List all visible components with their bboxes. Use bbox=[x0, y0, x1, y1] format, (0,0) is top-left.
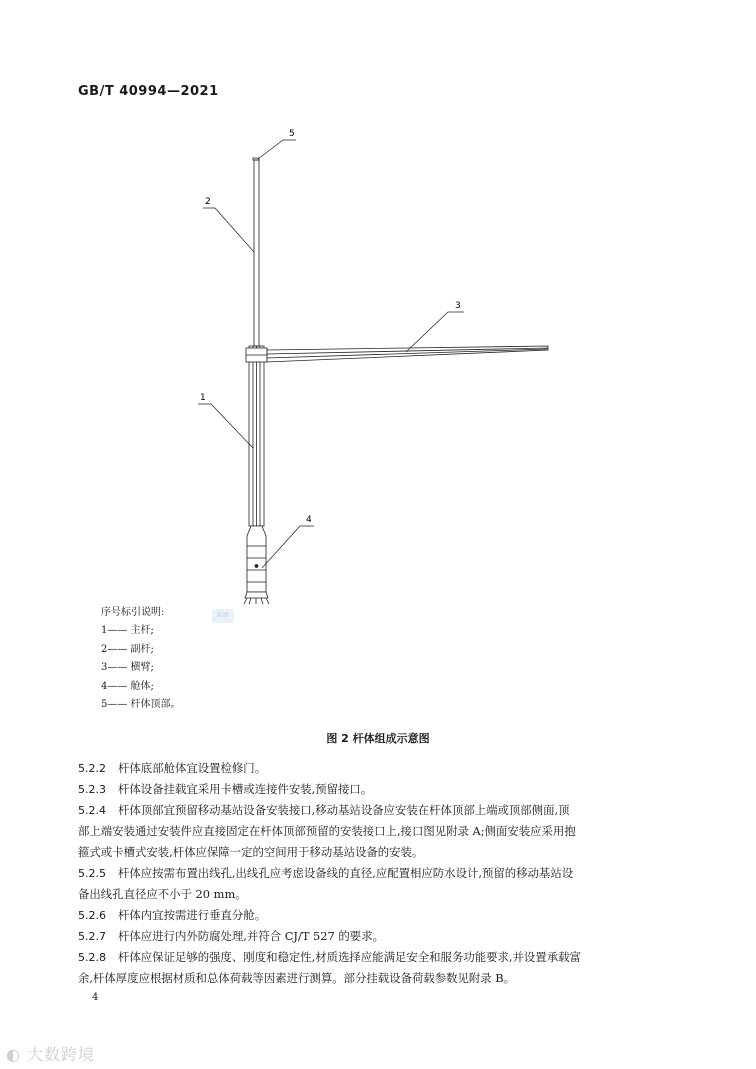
clause-5-2-4 bbox=[78, 800, 674, 863]
legend-item: 2—— 副杆; bbox=[101, 643, 154, 655]
leader-5 bbox=[258, 140, 296, 159]
cabin-base bbox=[245, 592, 268, 598]
watermark-badge: 标准 bbox=[212, 609, 234, 623]
clause-text: 备出线孔直径应不小于 20 mm。 bbox=[78, 887, 247, 901]
clause-5-2-8 bbox=[78, 947, 674, 989]
clause-text: 杆体应保证足够的强度、刚度和稳定性,材质选择应能满足安全和服务功能要求,并设置承载富 bbox=[118, 950, 581, 964]
legend-item: 4—— 舱体; bbox=[101, 680, 154, 692]
clause-text: 杆体设备挂载宜采用卡槽或连接件安装,预留接口。 bbox=[118, 782, 373, 796]
watermark-logo-icon: ◐ bbox=[6, 1045, 28, 1064]
clause-number: 5.2.7 bbox=[78, 930, 106, 943]
watermark-text: ◐ 大数跨境 bbox=[6, 1045, 96, 1064]
clause-number: 5.2.3 bbox=[78, 783, 106, 796]
clause-number: 5.2.5 bbox=[78, 867, 106, 880]
clause-text: 余,杆体厚度应根据材质和总体荷载等因素进行测算。部分挂载设备荷载参数见附录 B。 bbox=[78, 971, 516, 985]
clause-5-2-7 bbox=[78, 926, 674, 947]
callout-5: 5 bbox=[289, 129, 295, 139]
leader-2 bbox=[203, 208, 254, 252]
leader-3 bbox=[406, 312, 464, 352]
clause-text: 杆体内宜按需进行垂直分舱。 bbox=[118, 908, 267, 922]
clause-5-2-6 bbox=[78, 905, 674, 926]
legend-item: 1—— 主杆; bbox=[101, 625, 154, 637]
clause-text: 杆体底部舱体宜设置检修门。 bbox=[118, 761, 267, 775]
clause-number: 5.2.4 bbox=[78, 804, 106, 817]
clause-text: 部上端安装通过安装件应直接固定在杆体顶部预留的安装接口上,接口图见附录 A;侧面安装应采用抱 bbox=[78, 824, 576, 838]
clause-text: 杆体应进行内外防腐处理,并符合 CJ/T 527 的要求。 bbox=[118, 929, 384, 943]
clause-number: 5.2.6 bbox=[78, 909, 106, 922]
callout-4: 4 bbox=[306, 515, 312, 525]
legend-item: 3—— 横臂; bbox=[101, 662, 154, 674]
legend-item: 5—— 杆体顶部。 bbox=[101, 699, 181, 711]
clause-number: 5.2.2 bbox=[78, 762, 106, 775]
clause-number: 5.2.8 bbox=[78, 951, 106, 964]
legend-title: 序号标引说明: bbox=[101, 607, 165, 618]
leader-4 bbox=[262, 526, 314, 568]
page-number: 4 bbox=[92, 992, 99, 1003]
callout-1: 1 bbox=[200, 393, 206, 403]
leader-1 bbox=[198, 404, 253, 448]
clause-text: 杆体顶部宜预留移动基站设备安装接口,移动基站设备应安装在杆体顶部上端或顶部侧面,顶 bbox=[118, 803, 570, 817]
cross-arm bbox=[267, 346, 548, 362]
secondary-pole bbox=[254, 160, 259, 346]
figure-caption: 图 2 杆体组成示意图 bbox=[326, 732, 430, 745]
callout-3: 3 bbox=[455, 301, 461, 311]
standard-number: GB/T 40994—2021 bbox=[78, 84, 219, 99]
figure-legend bbox=[101, 604, 181, 714]
clause-5-2-3 bbox=[78, 779, 674, 800]
clause-text: 杆体应按需布置出线孔,出线孔应考虑设备线的直径,应配置相应防水设计,预留的移动基站设 bbox=[118, 866, 574, 880]
clause-5-2-2 bbox=[78, 758, 674, 779]
clause-text: 箍式或卡槽式安装,杆体应保障一定的空间用于移动基站设备的安装。 bbox=[78, 845, 424, 859]
callout-2: 2 bbox=[205, 197, 211, 207]
clause-5-2-5 bbox=[78, 863, 674, 905]
